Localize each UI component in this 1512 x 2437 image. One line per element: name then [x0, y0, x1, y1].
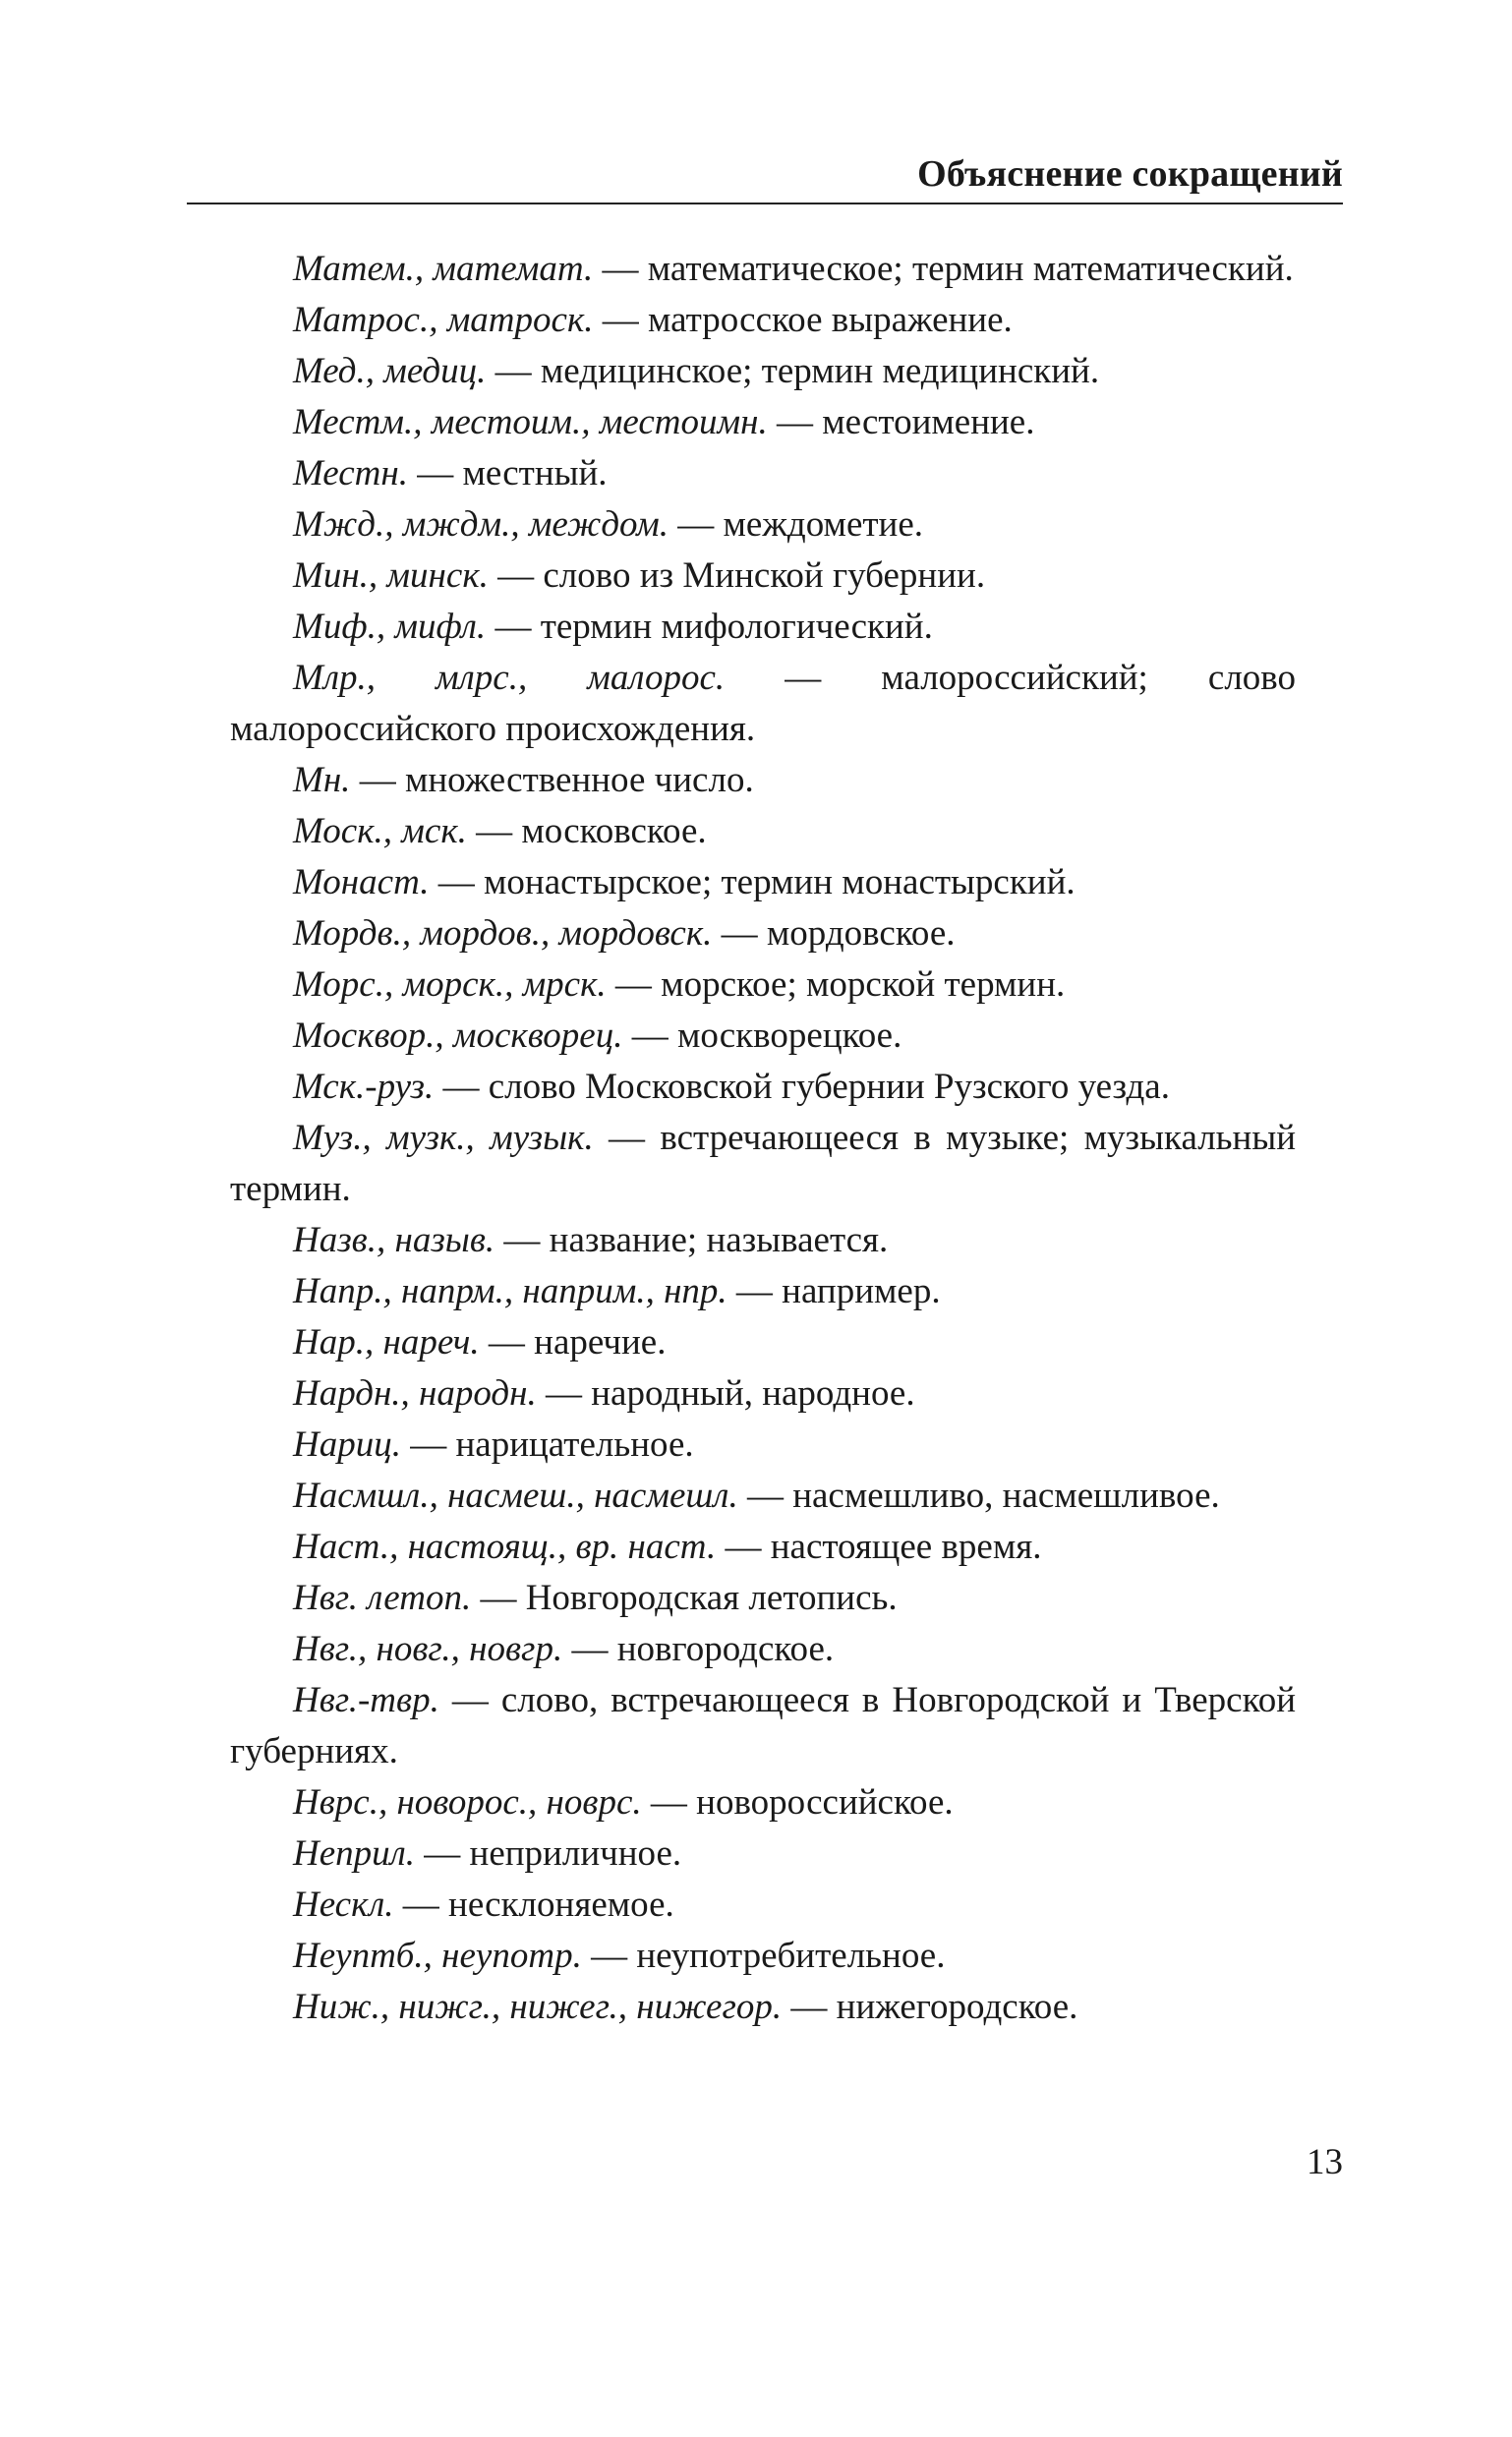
abbreviation-definition: — медицинское; термин медицинский.	[486, 351, 1100, 391]
abbreviation-definition: — Новгородская летопись.	[471, 1578, 898, 1618]
abbreviation-term: Миф., мифл.	[293, 607, 487, 647]
abbreviation-definition: — мордовское.	[712, 913, 956, 954]
abbreviation-term: Наст., настоящ., вр. наст.	[293, 1527, 717, 1567]
abbreviation-definition: — монастырское; термин монастырский.	[429, 862, 1076, 902]
abbreviation-entry	[230, 1471, 1296, 1522]
abbreviation-term: Нвг., новг., новгр.	[293, 1629, 563, 1669]
abbreviation-entry	[230, 1828, 1296, 1880]
abbreviation-term: Нвг.-твр.	[293, 1680, 439, 1720]
abbreviation-definition: — матросское выражение.	[593, 300, 1013, 340]
abbreviation-entry	[230, 346, 1296, 397]
abbreviation-definition: — математическое; термин математический.	[593, 249, 1294, 289]
abbreviation-definition: — московское.	[466, 811, 707, 851]
abbreviation-definition: — название; называется.	[494, 1220, 889, 1260]
abbreviation-entry	[230, 857, 1296, 908]
abbreviation-term: Неуптб., неупотр.	[293, 1936, 582, 1976]
abbreviation-term: Морс., морск., мрск.	[293, 964, 607, 1005]
abbreviation-term: Мск.-руз.	[293, 1067, 435, 1107]
abbreviation-definition: — новороссийское.	[641, 1782, 954, 1823]
abbreviation-definition: — местоимение.	[767, 402, 1035, 442]
abbreviation-entry	[230, 755, 1296, 806]
abbreviation-entry	[230, 1317, 1296, 1368]
abbreviation-definition: — встречающееся в музыке; музыкальный термин.	[230, 1118, 1296, 1209]
abbreviation-definition: — настоящее время.	[716, 1527, 1042, 1567]
abbreviation-entry	[230, 499, 1296, 551]
abbreviation-term: Местн.	[293, 453, 408, 493]
running-head	[187, 149, 1343, 204]
abbreviation-entry	[230, 1880, 1296, 1931]
abbreviation-entry	[230, 244, 1296, 295]
abbreviation-entry	[230, 1777, 1296, 1828]
abbreviation-definition: — малороссийский; слово малороссийского происхождения.	[230, 658, 1297, 749]
abbreviation-term: Насмшл., насмеш., насмешл.	[293, 1476, 738, 1516]
abbreviation-definition: — народный, народное.	[536, 1373, 915, 1414]
abbreviation-term: Назв., назыв.	[293, 1220, 495, 1260]
abbreviation-term: Матрос., матроск.	[293, 300, 594, 340]
abbreviation-definition: — нарицательное.	[400, 1424, 694, 1465]
abbreviation-term: Москвор., москворец.	[293, 1015, 623, 1056]
abbreviation-entry	[230, 653, 1296, 755]
abbreviation-term: Муз., музк., музык.	[293, 1118, 594, 1158]
abbreviation-definition: — несклоняемое.	[393, 1885, 674, 1925]
abbreviation-term: Напр., напрм., наприм., нпр.	[293, 1271, 727, 1311]
abbreviation-definition: — слово Московской губернии Рузского уезда.	[434, 1067, 1170, 1107]
abbreviation-definition: — множественное число.	[350, 760, 754, 800]
abbreviation-entry	[230, 551, 1296, 602]
abbreviation-term: Матем., математ.	[293, 249, 594, 289]
abbreviation-definition: — например.	[727, 1271, 941, 1311]
abbreviation-term: Нар., нареч.	[293, 1322, 480, 1363]
abbreviation-term: Местм., местоим., местоимн.	[293, 402, 768, 442]
abbreviation-term: Моск., мск.	[293, 811, 467, 851]
abbreviation-entry	[230, 1011, 1296, 1062]
abbreviation-term: Мжд., мждм., междом.	[293, 504, 669, 545]
abbreviation-definition: — местный.	[407, 453, 608, 493]
abbreviation-entry	[230, 1931, 1296, 1982]
abbreviation-entry	[230, 602, 1296, 653]
abbreviation-definition: — нижегородское.	[782, 1987, 1078, 2027]
abbreviation-term: Мин., минск.	[293, 555, 489, 596]
abbreviation-entry	[230, 448, 1296, 499]
abbreviation-definition: — слово, встречающееся в Новгородской и Тверской губерниях.	[230, 1680, 1296, 1771]
abbreviation-definition: — москворецкое.	[622, 1015, 902, 1056]
abbreviation-entry	[230, 908, 1296, 959]
abbreviation-entry	[230, 397, 1296, 448]
abbreviation-term: Мн.	[293, 760, 351, 800]
abbreviation-entry	[230, 1368, 1296, 1420]
abbreviation-definition: — насмешливо, насмешливое.	[737, 1476, 1220, 1516]
abbreviation-entry	[230, 1113, 1296, 1215]
page-number: 13	[1307, 2142, 1343, 2182]
abbreviation-term: Монаст.	[293, 862, 430, 902]
abbreviation-entry	[230, 1982, 1296, 2033]
abbreviation-term: Млр., млрс., малорос.	[293, 658, 726, 698]
abbreviation-definition: — новгородское.	[562, 1629, 835, 1669]
abbreviation-entry	[230, 1420, 1296, 1471]
abbreviation-definition: — неприличное.	[415, 1833, 682, 1874]
abbreviation-entry	[230, 1522, 1296, 1573]
abbreviation-definition: — слово из Минской губернии.	[488, 555, 986, 596]
abbreviation-term: Мордв., мордов., мордовск.	[293, 913, 713, 954]
abbreviation-entry	[230, 806, 1296, 857]
abbreviation-entry	[230, 295, 1296, 346]
page-title: Объяснение сокращений	[917, 153, 1343, 195]
abbreviation-definition: — неупотребительное.	[581, 1936, 946, 1976]
abbreviation-entry	[230, 1675, 1296, 1777]
abbreviation-definition: — морское; морской термин.	[606, 964, 1066, 1005]
abbreviation-term: Нариц.	[293, 1424, 401, 1465]
abbreviation-term: Нардн., народн.	[293, 1373, 537, 1414]
abbreviation-entry	[230, 1215, 1296, 1266]
abbreviation-definition: — междометие.	[669, 504, 924, 545]
abbreviation-definition: — наречие.	[479, 1322, 667, 1363]
abbreviation-entry	[230, 1624, 1296, 1675]
abbreviation-entry	[230, 1266, 1296, 1317]
abbreviation-term: Мед., медиц.	[293, 351, 487, 391]
abbreviation-entry	[230, 959, 1296, 1011]
abbreviation-term: Нескл.	[293, 1885, 394, 1925]
abbreviation-term: Нвг. летоп.	[293, 1578, 472, 1618]
abbreviation-list	[232, 244, 1296, 2033]
abbreviation-entry	[230, 1573, 1296, 1624]
abbreviation-term: Нврс., новорос., новрс.	[293, 1782, 642, 1823]
abbreviation-entry	[230, 1062, 1296, 1113]
abbreviation-definition: — термин мифологический.	[486, 607, 933, 647]
abbreviation-term: Ниж., нижг., нижег., нижегор.	[293, 1987, 783, 2027]
abbreviation-term: Неприл.	[293, 1833, 416, 1874]
